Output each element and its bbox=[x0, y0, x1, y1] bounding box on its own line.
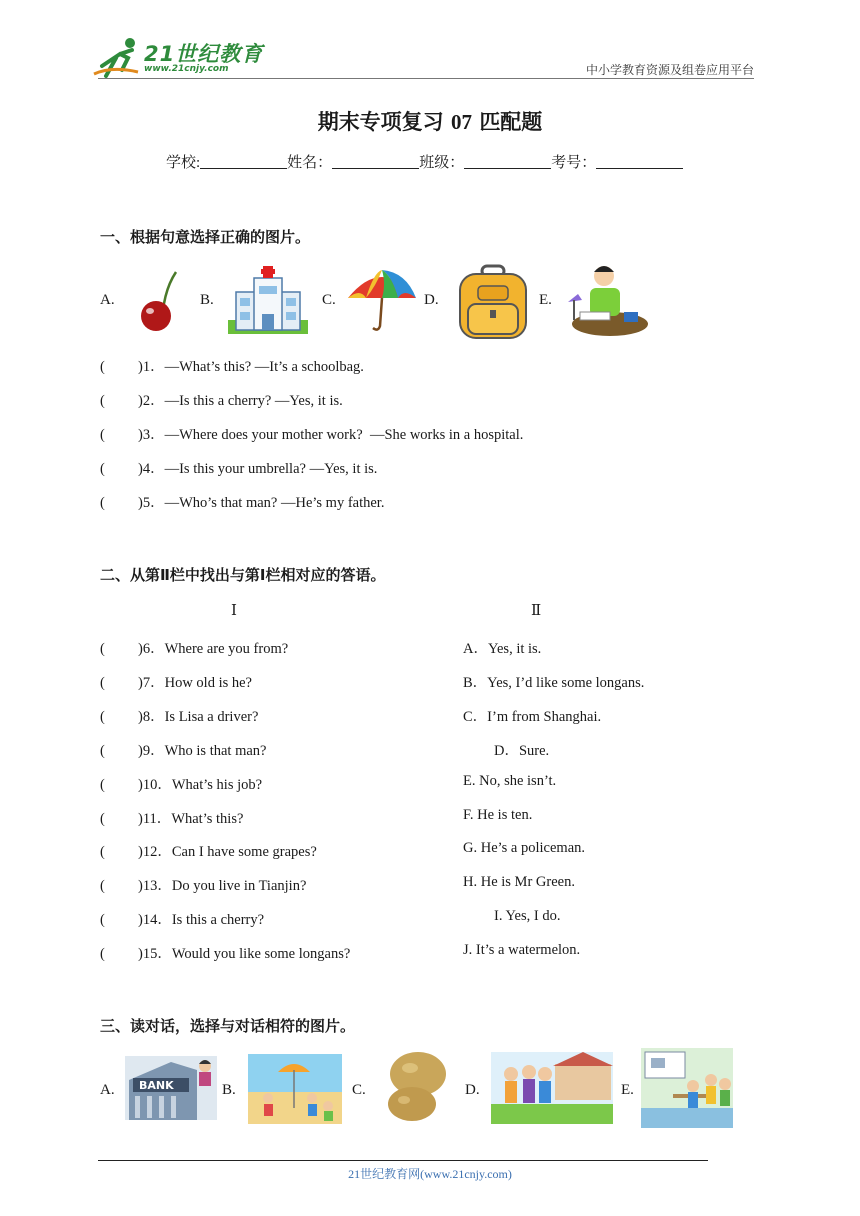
question-number: 10． bbox=[142, 776, 172, 793]
matching-question-row bbox=[100, 942, 350, 963]
school-label: 学校: bbox=[166, 155, 201, 171]
answer-paren[interactable]: ( bbox=[100, 878, 105, 895]
matching-question-row bbox=[100, 671, 252, 692]
answer-option: A．Yes, it is. bbox=[463, 641, 542, 657]
answer-option: B．Yes, I’d like some longans. bbox=[463, 674, 645, 691]
matching-question-row bbox=[100, 637, 288, 658]
section3-heading: 三、读对话，选择与对话相符的图片。 bbox=[100, 1017, 356, 1035]
boys-at-school-icon bbox=[641, 1048, 733, 1128]
answer-option: C．I’m from Shanghai. bbox=[463, 708, 602, 725]
option-letter: B. bbox=[222, 1082, 236, 1098]
column-2-label: Ⅱ bbox=[531, 603, 542, 619]
title-number: 07 bbox=[451, 110, 472, 134]
answer-paren[interactable]: ( bbox=[100, 776, 105, 793]
class-blank[interactable] bbox=[464, 154, 551, 169]
option-letter: C. bbox=[352, 1082, 366, 1098]
question-number: 14． bbox=[142, 912, 172, 929]
matching-question-row bbox=[100, 874, 306, 895]
answer-paren[interactable]: ( bbox=[100, 427, 105, 443]
page-title bbox=[0, 106, 860, 136]
answer-option: H. He is Mr Green. bbox=[463, 874, 575, 891]
question-4 bbox=[100, 457, 377, 478]
option-letter: A. bbox=[100, 292, 115, 308]
close-paren: ) bbox=[138, 912, 143, 929]
umbrella-icon bbox=[346, 266, 418, 332]
exam-number-blank[interactable] bbox=[596, 154, 683, 169]
close-paren: ) bbox=[138, 359, 143, 375]
close-paren: ) bbox=[138, 461, 143, 477]
question-number: 5． bbox=[142, 495, 165, 511]
question-number: 7． bbox=[142, 674, 165, 691]
class-label: 班级： bbox=[419, 155, 465, 171]
question-5 bbox=[100, 491, 384, 512]
answer-paren[interactable]: ( bbox=[100, 495, 105, 511]
option-letter: E. bbox=[621, 1082, 634, 1098]
answer-paren[interactable]: ( bbox=[100, 844, 105, 861]
matching-question-row bbox=[100, 807, 243, 828]
question-text: —Is this your umbrella? —Yes, it is. bbox=[164, 461, 378, 477]
question-number: 11． bbox=[142, 810, 172, 827]
question-text: How old is he? bbox=[164, 674, 252, 691]
answer-paren[interactable]: ( bbox=[100, 708, 105, 725]
close-paren: ) bbox=[138, 776, 143, 793]
cherry-icon bbox=[132, 268, 182, 334]
matching-question-row bbox=[100, 840, 317, 861]
question-3 bbox=[100, 423, 523, 444]
answer-paren[interactable]: ( bbox=[100, 461, 105, 477]
potatoes-icon bbox=[384, 1048, 450, 1124]
close-paren: ) bbox=[138, 674, 143, 691]
school-blank[interactable] bbox=[200, 154, 287, 169]
close-paren: ) bbox=[138, 641, 143, 657]
title-suffix: 匹配题 bbox=[479, 110, 543, 134]
question-number: 1． bbox=[142, 359, 165, 375]
question-number: 15． bbox=[142, 946, 172, 963]
question-number: 6． bbox=[142, 641, 165, 657]
question-text: Would you like some longans? bbox=[171, 946, 351, 963]
option-letter: C. bbox=[322, 292, 336, 308]
question-text: What’s this? bbox=[171, 810, 244, 827]
header-divider bbox=[98, 78, 754, 79]
matching-question-row bbox=[100, 705, 258, 726]
answer-paren[interactable]: ( bbox=[100, 810, 105, 827]
man-at-desk-icon bbox=[560, 262, 650, 340]
question-text: —Who’s that man? —He’s my father. bbox=[164, 495, 385, 511]
answer-paren[interactable]: ( bbox=[100, 742, 105, 759]
question-text: —Where does your mother work? —She works in a hospital. bbox=[164, 427, 524, 443]
close-paren: ) bbox=[138, 495, 143, 511]
question-number: 13． bbox=[142, 878, 172, 895]
logo-title: 21世纪教育 bbox=[144, 42, 264, 66]
beach-icon bbox=[248, 1054, 342, 1124]
answer-paren[interactable]: ( bbox=[100, 912, 105, 929]
student-info-row bbox=[166, 151, 683, 172]
question-text: Is this a cherry? bbox=[171, 912, 265, 929]
footer-divider bbox=[98, 1160, 708, 1161]
question-text: Can I have some grapes? bbox=[171, 844, 317, 861]
close-paren: ) bbox=[138, 810, 143, 827]
close-paren: ) bbox=[138, 427, 143, 443]
question-text: —Is this a cherry? —Yes, it is. bbox=[164, 393, 343, 409]
bank-icon bbox=[125, 1056, 217, 1120]
exam-number-label: 考号： bbox=[551, 155, 597, 171]
answer-option: G. He’s a policeman. bbox=[463, 840, 586, 857]
answer-paren[interactable]: ( bbox=[100, 359, 105, 375]
footer-text: 21世纪教育网(www.21cnjy.com) bbox=[348, 1167, 512, 1181]
matching-question-row bbox=[100, 739, 266, 760]
name-blank[interactable] bbox=[332, 154, 419, 169]
answer-option: F. He is ten. bbox=[463, 806, 533, 823]
bank-sign-text: BANK bbox=[139, 1079, 174, 1092]
logo-url: www.21cnjy.com bbox=[144, 64, 229, 74]
question-number: 2． bbox=[142, 393, 165, 409]
question-text: Is Lisa a driver? bbox=[164, 708, 259, 725]
close-paren: ) bbox=[138, 742, 143, 759]
option-letter: D. bbox=[465, 1082, 480, 1098]
question-text: Where are you from? bbox=[164, 641, 289, 657]
question-text: Do you live in Tianjin? bbox=[171, 878, 307, 895]
option-letter: A. bbox=[100, 1082, 115, 1098]
column-1-label: Ⅰ bbox=[231, 603, 237, 619]
option-letter: E. bbox=[539, 292, 552, 308]
question-number: 8． bbox=[142, 708, 165, 725]
question-text: —What’s this? —It’s a schoolbag. bbox=[164, 359, 364, 375]
question-number: 12． bbox=[142, 844, 172, 861]
question-text: What’s his job? bbox=[171, 776, 263, 793]
question-1 bbox=[100, 355, 364, 376]
title-prefix: 期末专项复习 bbox=[317, 110, 444, 134]
answer-paren[interactable]: ( bbox=[100, 946, 105, 963]
answer-option: I. Yes, I do. bbox=[494, 908, 561, 925]
hospital-icon bbox=[226, 266, 310, 336]
answer-option: D．Sure. bbox=[494, 742, 550, 759]
close-paren: ) bbox=[138, 844, 143, 861]
question-number: 3． bbox=[142, 427, 165, 443]
answer-option: E. No, she isn’t. bbox=[463, 772, 557, 789]
question-2 bbox=[100, 389, 343, 410]
answer-option: J. It’s a watermelon. bbox=[463, 942, 581, 959]
close-paren: ) bbox=[138, 393, 143, 409]
section1-heading: 一、根据句意选择正确的图片。 bbox=[100, 228, 311, 246]
answer-paren[interactable]: ( bbox=[100, 674, 105, 691]
children-walking-icon bbox=[491, 1052, 613, 1124]
answer-paren[interactable]: ( bbox=[100, 393, 105, 409]
close-paren: ) bbox=[138, 708, 143, 725]
matching-question-row bbox=[100, 773, 262, 794]
option-letter: D. bbox=[424, 292, 439, 308]
matching-question-row bbox=[100, 908, 264, 929]
runner-logo-icon bbox=[92, 36, 144, 78]
close-paren: ) bbox=[138, 878, 143, 895]
schoolbag-icon bbox=[454, 264, 532, 342]
option-letter: B. bbox=[200, 292, 214, 308]
name-label: 姓名： bbox=[287, 155, 333, 171]
header-platform-text: 中小学教育资源及组卷应用平台 bbox=[585, 63, 754, 77]
question-number: 4． bbox=[142, 461, 165, 477]
answer-paren[interactable]: ( bbox=[100, 641, 105, 657]
section2-heading: 二、从第Ⅱ栏中找出与第Ⅰ栏相对应的答语。 bbox=[100, 566, 386, 584]
question-number: 9． bbox=[142, 742, 165, 759]
question-text: Who is that man? bbox=[164, 742, 267, 759]
close-paren: ) bbox=[138, 946, 143, 963]
